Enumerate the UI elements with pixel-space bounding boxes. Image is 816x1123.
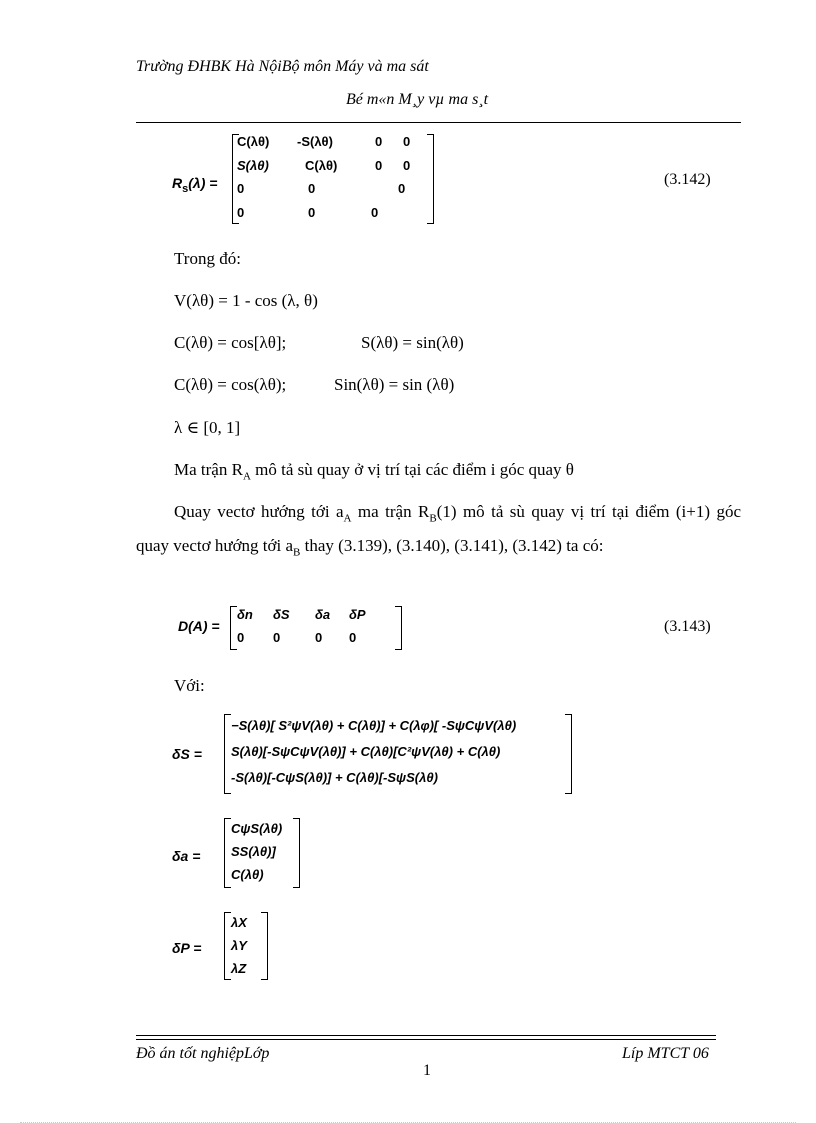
- eq143-matrix: [230, 606, 402, 650]
- eq142-r0c0: C(λθ): [237, 134, 270, 149]
- eq142-r3c1: 0: [308, 205, 316, 220]
- def-lambda: λ ∈ [0, 1]: [174, 418, 241, 437]
- delta-p-lhs: δP =: [172, 940, 202, 956]
- delta-a-row3: C(λθ): [231, 867, 264, 882]
- eq142-number: (3.142): [664, 171, 711, 188]
- delta-p-matrix: [224, 912, 268, 980]
- eq142-r2c1: 0: [308, 181, 316, 196]
- eq143-z2: 0: [315, 630, 323, 645]
- eq142-r0c3: 0: [403, 134, 411, 149]
- eq143-number: (3.143): [664, 618, 711, 635]
- header-rule: [136, 122, 741, 123]
- page-number: 1: [423, 1062, 431, 1079]
- eq142-r2c0: 0: [237, 181, 245, 196]
- eq142-r3c2: 0: [371, 205, 379, 220]
- where-label: Trong đó:: [174, 249, 241, 268]
- eq143-ds: δS: [273, 607, 290, 622]
- eq143-z0: 0: [237, 630, 245, 645]
- def-c2: C(λθ) = cos(λθ);: [174, 375, 287, 394]
- def-s1: S(λθ) = sin(λθ): [361, 333, 464, 352]
- delta-s-lhs: δS =: [172, 746, 202, 762]
- quay-paragraph: Quay vectơ hướng tới $a_A$ ma trận $R_B(1)$ mô tả sù quay vị trí tại điểm (i+1) góc quay vectơ hướng tới $a_B$ thay (3.139), (3.140), (3.141), (3.142) ta có:: [136, 502, 741, 559]
- eq143-da: δa: [315, 607, 331, 622]
- delta-p-row1: λX: [231, 915, 247, 930]
- header-department: Bé m«n M¸y vµ ma s¸t: [346, 91, 489, 108]
- delta-p-row2: λY: [231, 938, 247, 953]
- def-v: V(λθ) = 1 - cos (λ, θ): [174, 291, 318, 310]
- ra-sentence: Ma trận $R_A$ mô tả sù quay ở vị trí tại các điểm i góc quay θ: [174, 460, 574, 483]
- eq142-matrix: [232, 134, 434, 224]
- delta-p-row3: λZ: [231, 961, 247, 976]
- footer-rule-2: [136, 1039, 716, 1040]
- eq142-r2c3: 0: [398, 181, 406, 196]
- def-c1: C(λθ) = cos[λθ];: [174, 333, 287, 352]
- delta-s-row3: -S(λθ)[-CψS(λθ)] + C(λθ)[-SψS(λθ): [231, 770, 438, 785]
- delta-s-matrix: [224, 714, 572, 794]
- def-s2: Sin(λθ) = sin (λθ): [334, 375, 455, 394]
- eq143-lhs: D(A) =: [178, 618, 220, 634]
- delta-a-matrix: [224, 818, 300, 888]
- with-label: Với:: [174, 676, 205, 695]
- delta-a-lhs: δa =: [172, 848, 201, 864]
- eq143-z1: 0: [273, 630, 281, 645]
- eq142-r0c1: -S(λθ): [297, 134, 333, 149]
- eq143-z3: 0: [349, 630, 357, 645]
- eq143-dn: δn: [237, 607, 253, 622]
- eq142-r1c0: S(λθ): [237, 158, 269, 173]
- delta-s-row1: −S(λθ)[ S²ψV(λθ) + C(λθ)] + C(λφ)[ -SψCψV(λθ): [231, 718, 517, 733]
- delta-a-row1: CψS(λθ): [231, 821, 283, 836]
- footer-rule-1: [136, 1035, 716, 1036]
- footer-left: Đồ án tốt nghiệpLớp: [136, 1045, 270, 1062]
- eq142-r0c2: 0: [375, 134, 383, 149]
- eq142-r1c2: 0: [375, 158, 383, 173]
- delta-s-row2: S(λθ)[-SψCψV(λθ)] + C(λθ)[C²ψV(λθ) + C(λθ): [231, 744, 501, 759]
- eq142-lhs: $R_s(\lambda)$ =: [172, 175, 218, 195]
- header-school: Trường ĐHBK Hà NộiBộ môn Máy và ma sát: [136, 58, 429, 75]
- eq142-r1c3: 0: [403, 158, 411, 173]
- delta-a-row2: SS(λθ)]: [231, 844, 276, 859]
- eq143-dp: δP: [349, 607, 366, 622]
- eq142-r3c0: 0: [237, 205, 245, 220]
- footer-right: Líp MTCT 06: [622, 1045, 709, 1062]
- eq142-r1c1: C(λθ): [305, 158, 338, 173]
